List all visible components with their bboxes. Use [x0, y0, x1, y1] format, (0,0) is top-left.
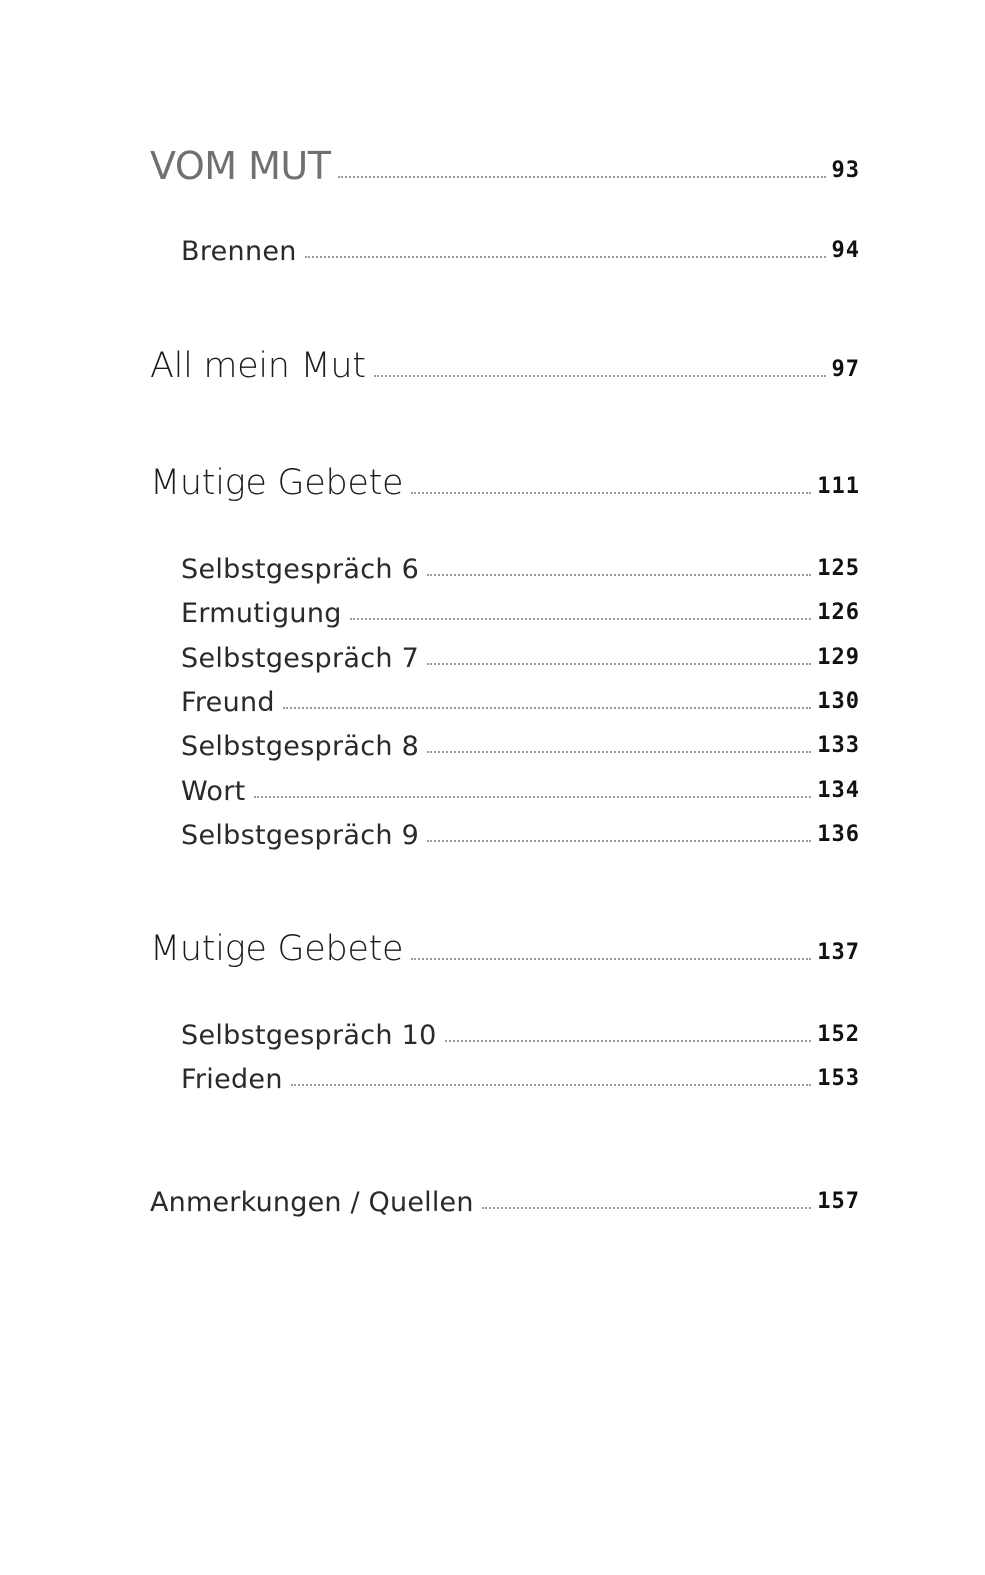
toc-entry-brennen[interactable]: [181, 238, 860, 265]
toc-chapter-title: Mutige Gebete: [150, 463, 404, 503]
dot-leader: [338, 176, 825, 178]
dot-leader: [305, 256, 826, 258]
toc-page-number: 130: [817, 689, 860, 714]
toc-entry-selbstgespraech-8[interactable]: [181, 733, 860, 760]
toc-entry-freund[interactable]: [181, 689, 860, 716]
dot-leader: [482, 1207, 812, 1209]
dot-leader: [427, 574, 811, 576]
toc-back-matter-title: Anmerkungen / Quellen: [150, 1187, 474, 1218]
dot-leader: [427, 751, 811, 753]
toc-chapter-mutige-gebete[interactable]: [150, 463, 860, 503]
toc-entry-selbstgespraech-9[interactable]: [181, 822, 860, 849]
toc-entry-selbstgespraech-7[interactable]: [181, 645, 860, 672]
dot-leader: [254, 796, 812, 798]
toc-chapter-mutige-gebete-2[interactable]: [150, 929, 860, 969]
toc-chapter-title: All mein Mut: [150, 346, 366, 386]
dot-leader: [427, 840, 811, 842]
toc-page-number: 137: [817, 940, 860, 965]
toc-page-number: 129: [817, 645, 860, 670]
toc-entry-title: Selbstgespräch 6: [181, 554, 420, 585]
toc-entry-frieden[interactable]: [181, 1066, 860, 1093]
toc-page-number: 93: [831, 158, 860, 183]
toc-back-matter-anmerkungen[interactable]: [150, 1189, 860, 1216]
toc-entry-wort[interactable]: [181, 778, 860, 805]
toc-page-number: 97: [831, 357, 860, 382]
dot-leader: [445, 1040, 812, 1042]
toc-page-number: 157: [817, 1189, 860, 1214]
toc-page-number: 126: [817, 600, 860, 625]
toc-chapter-all-mein-mut[interactable]: [150, 346, 860, 386]
toc-section-vom-mut[interactable]: [150, 144, 860, 188]
toc-entry-title: Selbstgespräch 10: [181, 1020, 437, 1051]
dot-leader: [411, 492, 811, 494]
toc-page-number: 136: [817, 822, 860, 847]
toc-entry-ermutigung[interactable]: [181, 600, 860, 627]
toc-entry-selbstgespraech-6[interactable]: [181, 556, 860, 583]
dot-leader: [411, 958, 811, 960]
toc-page-number: 111: [817, 474, 860, 499]
toc-entry-title: Selbstgespräch 8: [181, 731, 420, 762]
toc-page-number: 153: [817, 1066, 860, 1091]
dot-leader: [350, 618, 812, 620]
dot-leader: [374, 375, 826, 377]
toc-entry-title: Frieden: [181, 1064, 283, 1095]
toc-entry-title: Ermutigung: [181, 598, 342, 629]
toc-section-title: VOM MUT: [150, 144, 331, 188]
dot-leader: [283, 707, 811, 709]
toc-entry-title: Selbstgespräch 9: [181, 820, 420, 851]
toc-page-number: 134: [817, 778, 860, 803]
toc-chapter-title: Mutige Gebete: [150, 929, 404, 969]
toc-page-number: 152: [817, 1022, 860, 1047]
toc-entry-title: Selbstgespräch 7: [181, 643, 420, 674]
toc-entry-title: Freund: [181, 687, 275, 718]
dot-leader: [291, 1084, 812, 1086]
toc-entry-title: Brennen: [181, 236, 297, 267]
toc-page-number: 125: [817, 556, 860, 581]
toc-entry-selbstgespraech-10[interactable]: [181, 1022, 860, 1049]
toc-page-number: 133: [817, 733, 860, 758]
toc-entry-title: Wort: [181, 776, 246, 807]
toc-page-number: 94: [831, 238, 860, 263]
dot-leader: [427, 663, 811, 665]
